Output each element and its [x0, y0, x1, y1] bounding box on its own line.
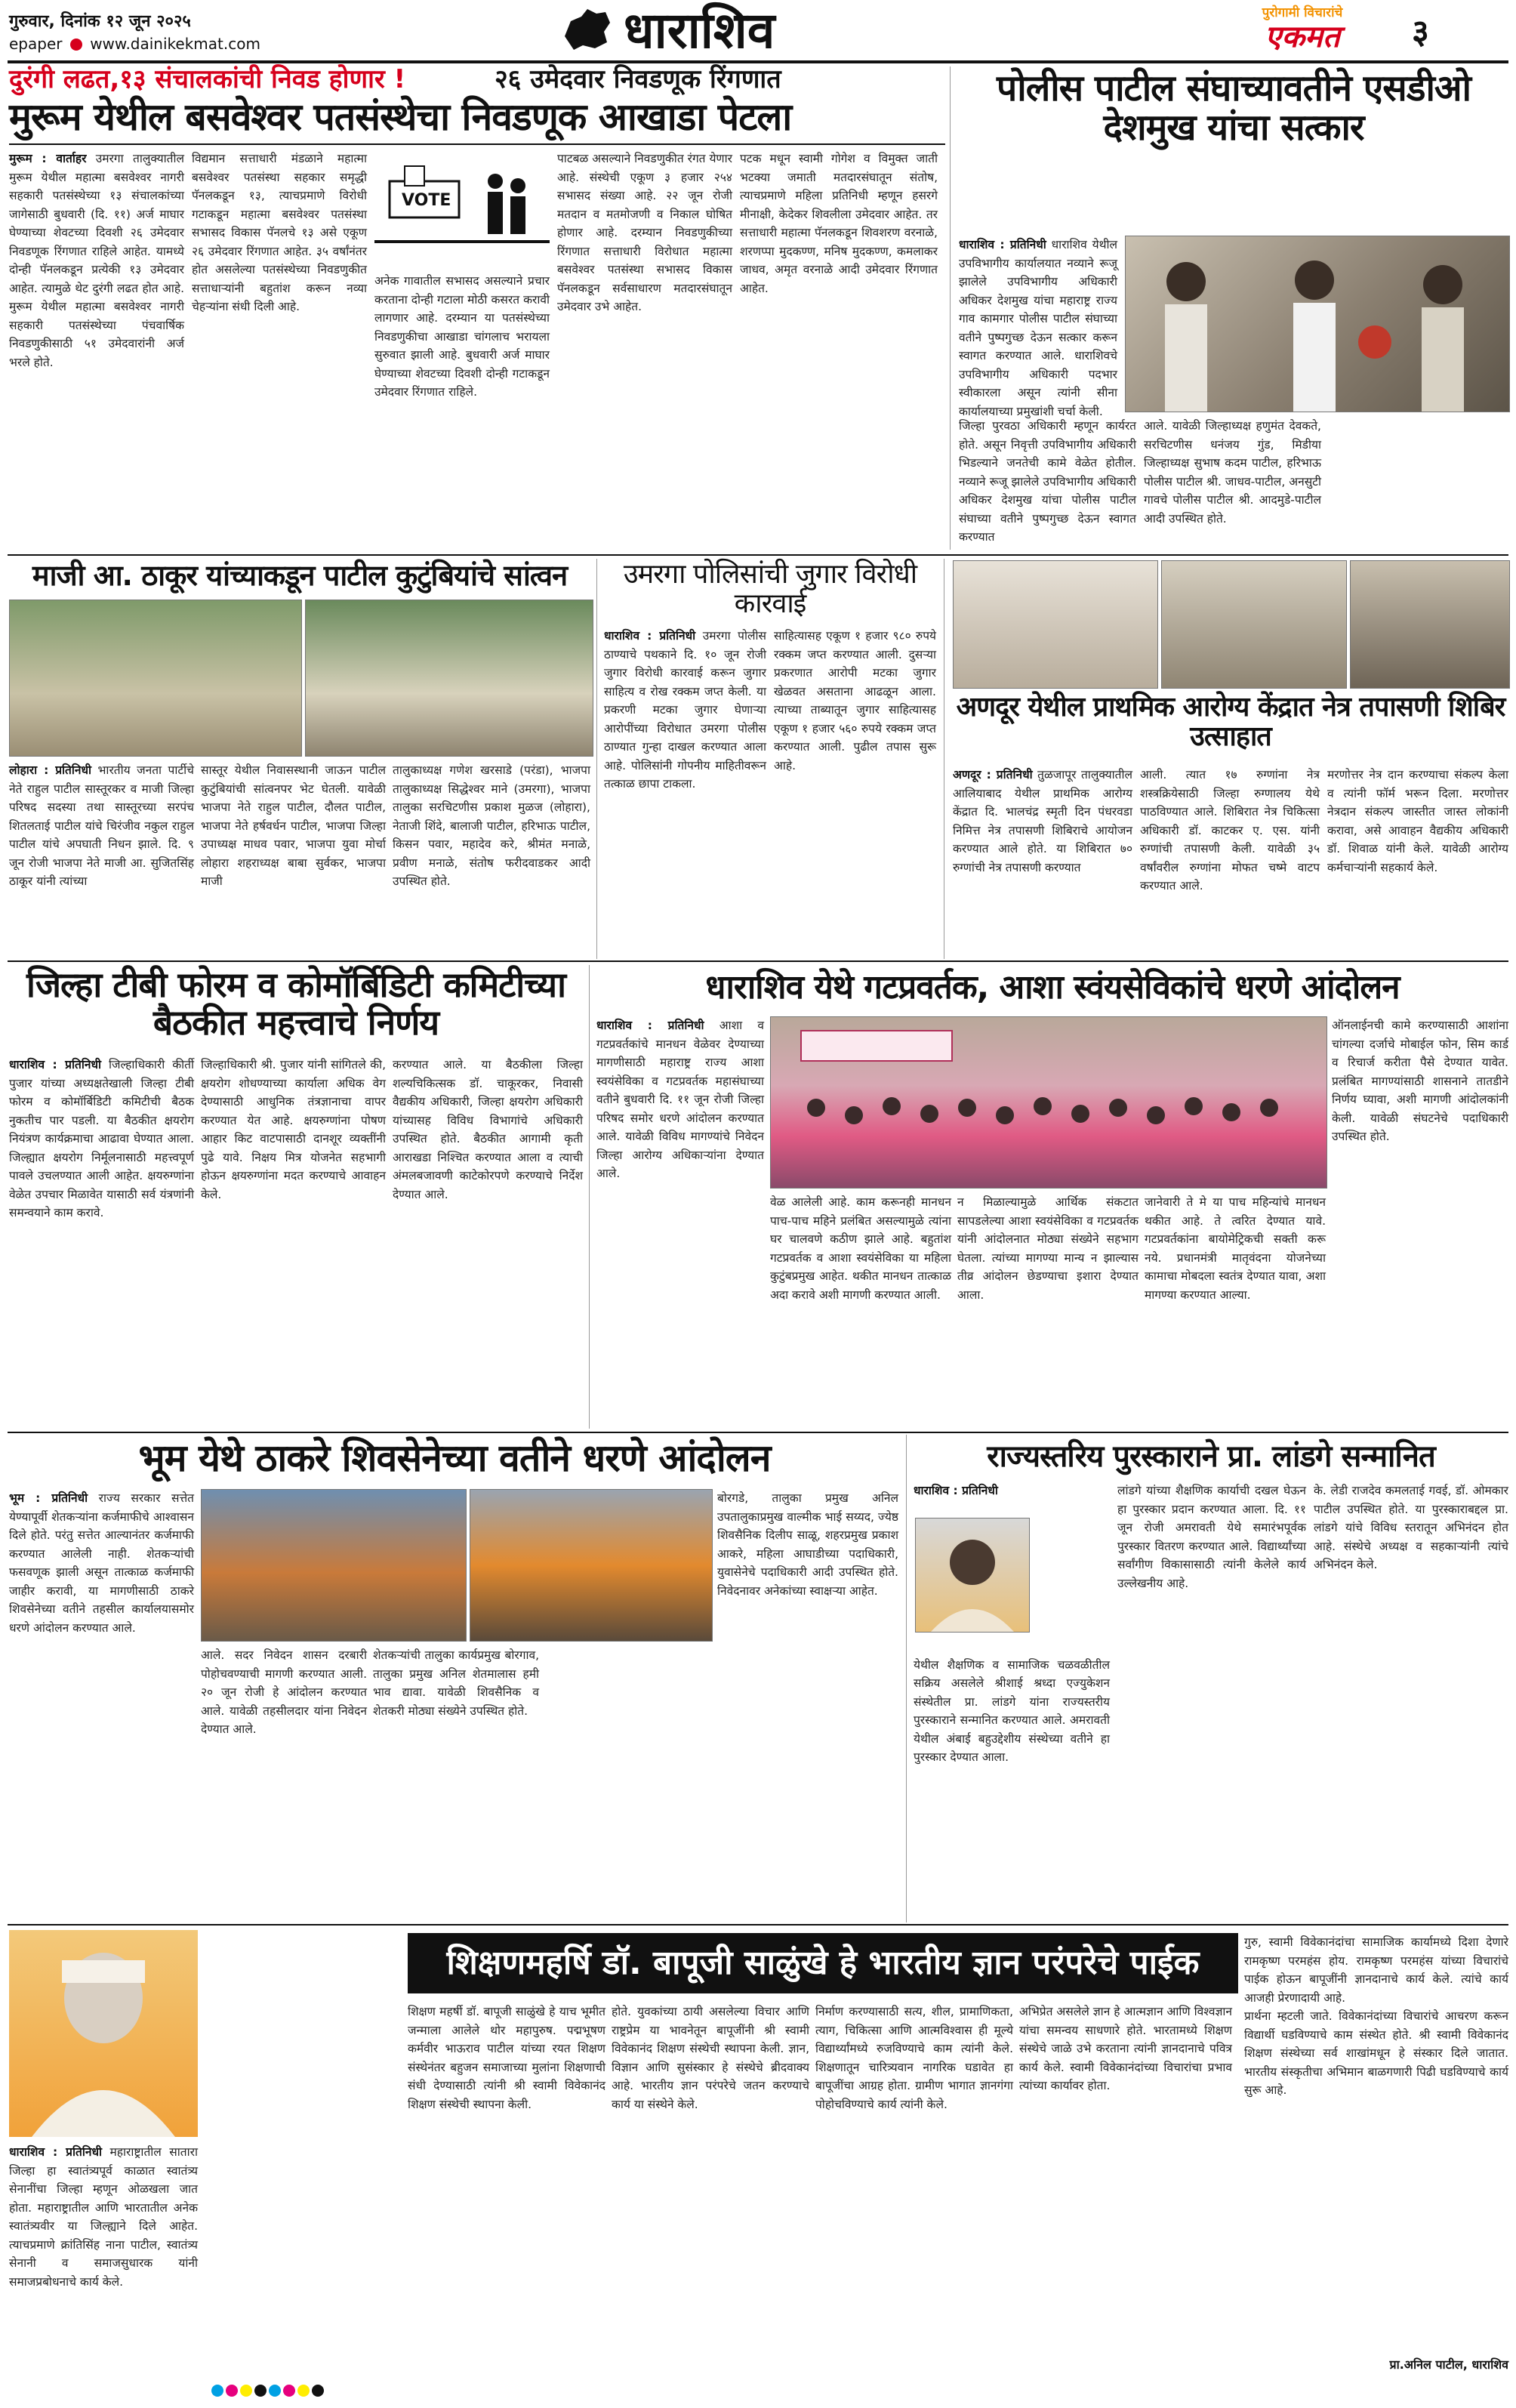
- thakur-col-3: तालुकाध्यक्ष गणेश खरसाडे (परंडा), भाजपा तालुकाध्यक्ष सिद्धेश्वर माने (उमरगा), भाजपा तालुका सरचिटणीस प्रकाश मुळज (लोहारा), नेताजी शिंदे, बालाजी पाटील, हरिभाऊ पाटील, किसन पवार, महादेव करे, श्रीमंत मनाळे, प्रवीण मनाळे, संतोष फरीदवाडकर आदी उपस्थित होते.: [393, 763, 590, 888]
- andur-col-2: आली. त्यात १७ रुग्णांना नेत्र शस्त्रक्रियेसाठी जिल्हा रुग्णालय येथे पाठविण्यात आले. शिबिरात नेत्र चिकित्सा अधिकारी डॉ. काटकर ए. एस. यांनी रुग्णांची तपासणी केली. यावेळी ३५ वर्षांवरील रुग्णांना मोफत चष्मे वाटप करण्यात आले.: [1140, 768, 1320, 893]
- thakur-headline: माजी आ. ठाकूर यांच्याकडून पाटील कुटुंबियांचे सांत्वन: [32, 559, 568, 592]
- police-col-1: [959, 236, 1117, 418]
- salunkhe-headline-band: [408, 1933, 1238, 1993]
- police-text-1: धाराशिव येथील उपविभागीय कार्यालयात नव्याने रूजू झालेले उपविभागीय अधिकारी अधिकर देशमुख यांचा महाराष्ट्र राज्य गाव कामगार पोलीस पाटील संघाच्या वतीने पुष्पगुच्छ देऊन सत्कार करून स्वागत करण्यात आले. धाराशिवचे उपविभागीय अधिकारी पदभार स्वीकारला असून त्यांनी सीना कार्यालयाच्या प्रमुखांशी चर्चा केली.: [959, 238, 1117, 418]
- andur-text-1: तुळजापूर तालुक्यातील आलियाबाद येथील प्राथमिक आरोग्य केंद्रात दि. भालचंद्र स्मृती दिन पंधरवडा निमित्त नेत्र तपासणी शिबिराचे आयोजन करण्यात आले होते. या शिबिरात ७० रुग्णांची नेत्र तपासणी करण्यात: [953, 768, 1132, 874]
- felicitation-photo: [1125, 236, 1510, 412]
- tb-col-2: जिल्हाधिकारी श्री. पुजार यांनी सांगितले की, क्षयरोग शोधण्याच्या कार्याला अधिक वेग देण्यासाठी आधुनिक तंत्रज्ञानाचा वापर करण्यात येत आहे. क्षयरुग्णांना पोषण आहार किट वाटपासाठी दानशूर व्यक्तींनी पुढे यावे. निक्षय मित्र योजनेत सहभागी होऊन क्षयरुग्णांना मदत करण्याचे आवाहन केले.: [201, 1058, 386, 1201]
- andur-headline: अणदूर येथील प्राथमिक आरोग्य केंद्रात नेत्र तपासणी शिबिर उत्साहात: [956, 692, 1505, 752]
- registration-dot: [269, 2385, 281, 2397]
- epaper-link[interactable]: [9, 35, 260, 53]
- bapuji-portrait: [9, 1930, 198, 2137]
- registration-dot: [312, 2385, 324, 2397]
- voting-illustration: [374, 151, 550, 264]
- salunkhe-col-6: [1244, 1933, 1508, 2356]
- police-headline: पोलीस पाटील संघाच्यावतीने एसडीओ देशमुख यांचा सत्कार: [997, 67, 1471, 149]
- brand-tagline: पुरोगामी विचारांचे: [1262, 5, 1343, 20]
- andur-col-3: मरणोत्तर नेत्र दान करण्याचा संकल्प केला व त्यांनी फॉर्म भरून दिला. मरणोत्तर नेत्रदान संकल्प जास्तीत जास्त लोकांनी करावा, असे आवाहन वैद्यकीय अधिकारी डॉ. शिवाळ यांनी केले. यावेळी आरोग्य कर्मचाऱ्यांनी सहकार्य केले.: [1327, 768, 1508, 874]
- bhoom-col-1: [9, 1489, 194, 1919]
- landge-col-2: लांडगे यांच्या शैक्षणिक कार्याची दखल घेऊन हा पुरस्कार प्रदान करण्यात आला. दि. ११ जून रोजी अमरावती येथे समारंभपूर्वक पुरस्कार वितरण करण्यात आले. विद्यार्थ्यांच्या सर्वांगीण विकासासाठी त्यांनी केलेले कार्य उल्लेखनीय आहे.: [1117, 1484, 1306, 1590]
- murum-kicker-red: दुरंगी लढत,१३ संचालकांची निवड होणार !: [9, 64, 406, 94]
- thakur-byline: लोहारा : प्रतिनिधी: [9, 763, 92, 777]
- registration-dots: [211, 2385, 326, 2400]
- jugar-headline: उमरगा पोलिसांची जुगार विरोधी कारवाई: [623, 559, 917, 619]
- svg-text:VOTE: VOTE: [402, 191, 451, 210]
- jugar-text-1: उमरगा पोलीस ठाण्याचे पथकाने दि. १० जून रोजी जुगार विरोधी कारवाई करून जुगार साहित्य व रोख रक्कम जप्त केली. या प्रकरणी मटका जुगार घेणाऱ्या आरोपींच्या विरोधात उमरगा पोलीस ठाण्यात गुन्हा दाखल करण्यात आला आहे. पोलिसांनी गोपनीय माहितीवरून तत्काळ छापा टाकला.: [604, 629, 766, 791]
- murum-byline: मुरूम : वार्ताहर: [9, 152, 87, 165]
- asha-byline: धाराशिव : प्रतिनिधी: [596, 1019, 704, 1032]
- bhoom-photo-1: [201, 1489, 467, 1642]
- salunkhe-text-6: गुरु, स्वामी विवेकानंदांचा सामाजिक कार्यामध्ये दिशा देणारे रामकृष्ण परमहंस होय. रामकृष्ण परमहंस यांच्या विचारांचे पाईक होऊन बापूजींनी ज्ञानदानाचे कार्य केले. त्यांचे कार्य आजही प्रेरणादायी आहे.: [1244, 1935, 1508, 2005]
- tb-col-1: [9, 1056, 194, 1427]
- registration-dot: [226, 2385, 238, 2397]
- page-number: ३: [1412, 13, 1429, 51]
- salunkhe-col-1: [9, 2143, 198, 2369]
- andur-col-1: [953, 766, 1132, 956]
- bhoom-headline: भूम येथे ठाकरे शिवसेनेच्या वतीने धरणे आंदोलन: [138, 1436, 771, 1480]
- murum-col-1: [9, 150, 184, 542]
- asha-col-2: वेळ आलेली आहे. काम करूनही मानधन पाच-पाच महिने प्रलंबित असल्यामुळे त्यांना घर चालवणे कठीण झाले आहे. बहुतांश गटप्रवर्तक व आशा स्वयंसेविका या महिला कुटुंबप्रमुख आहेत. थकीत मानधन तात्काळ अदा करावे अशी मागणी करण्यात आली.: [770, 1195, 951, 1302]
- thakur-text-1: भारतीय जनता पार्टीचे नेते राहुल पाटील सास्तूरकर व माजी जिल्हा परिषद सदस्या तथा सास्तूरच्या सरपंच शितलताई पाटील यांचे चिरंजीव नकुल राहुल पाटील यांचे अपघाती निधन झाले. दि. ९ जून रोजी भाजपा नेते माजी आ. सुजितसिंह ठाकूर यांनी त्यांच्या: [9, 763, 195, 888]
- bhoom-col-4: बोरगडे, तालुका प्रमुख अनिल उपतालुकाप्रमुख वाल्मीक भाई सय्यद, ज्येष्ठ शिवसैनिक दिलीप साळू, शहरप्रमुख प्रकाश आकरे, महिला आघाडीच्या पदाधिकारी, युवासेनेचे पदाधिकारी आदी उपस्थित होते. निवेदनावर अनेकांच्या स्वाक्षऱ्या आहेत.: [717, 1491, 898, 1598]
- brand-logo: [1216, 3, 1389, 54]
- police-col-3: आले. यावेळी जिल्हाध्यक्ष हणुमंत देवकते, सरचिटणीस धनंजय गुंड, मिडीया जिल्हाध्यक्ष सुभाष कदम पाटील, हरिभाऊ पोलीस पाटील श्री. जाधव-पाटील, अनसुटी गावचे पोलीस पाटील श्री. आदमुडे-पाटील आदी उपस्थित होते.: [1144, 419, 1321, 526]
- salunkhe-col-2: शिक्षण महर्षी डॉ. बापूजी साळुंखे हे याच भूमीत जन्माला आलेले थोर महापुरुष. पद्मभूषण कर्मवीर भाऊराव पाटील यांच्या रयत शिक्षण संस्थेनंतर बहुजन समाजाच्या मुलांना शिक्षणाची संधी देण्यासाठी त्यांनी श्री स्वामी विवेकानंद शिक्षण संस्थेची स्थापना केली.: [408, 2005, 605, 2111]
- murum-col-3: अनेक गावातील सभासद असल्याने प्रचार करताना दोन्ही गटाला मोठी कसरत करावी लागणार आहे. दरम्यान या पतसंस्थेच्या निवडणुकीचा आखाडा चांगलाच भरायला सुरुवात झाली आहे. बुधवारी अर्ज माघार घेण्याच्या शेवटच्या दिवशी दोन्ही गटाकडून उमेदवार रिंगणात राहिले.: [374, 274, 550, 399]
- asha-protest-photo: [770, 1016, 1327, 1189]
- thakur-col-1: [9, 761, 194, 956]
- registration-dot: [211, 2385, 223, 2397]
- thakur-col-2: सास्तूर येथील निवासस्थानी जाऊन पाटील कुटुंबियांची सांत्वनपर भेट घेतली. यावेळी भाजपा नेते राहुल पाटील, दौलत पाटील, भाजपा नेते हर्षवर्धन पाटील, भाजपा जिल्हा उपाध्यक्ष माधव पवार, भाजपा युवा मोर्चा लोहारा शहराध्यक्ष बाबा सुर्वकर, भाजपा माजी: [201, 763, 386, 888]
- masthead-title: धाराशिव: [624, 2, 775, 60]
- jugar-col-2: साहित्यासह एकूण १ हजार ९८० रुपये रक्कम जप्त करण्यात आली. दुसऱ्या प्रकरणात आरोपी मटका जुगार खेळवत असताना आढळून आला. त्याच्या ताब्यातून जुगार साहित्यासह एकूण १ हजार ५६० रुपये रक्कम जप्त करण्यात आली. पुढील तपास सुरू आहे.: [774, 629, 936, 772]
- andur-byline: अणदूर : प्रतिनिधी: [953, 768, 1033, 782]
- thakur-photo-1: [9, 600, 302, 757]
- jugar-col-1: [604, 627, 766, 956]
- epaper-label: epaper: [9, 35, 63, 53]
- bhoom-col-3: शेतकऱ्यांची तालुका कार्यप्रमुख बोरगाव, तालुका प्रमुख अनिल शेतमालास हमी भाव द्यावा. यावेळी शिवसैनिक व शेतकरी मोठ्या संख्येने उपस्थित होते.: [373, 1648, 539, 1718]
- asha-text-1: आशा व गटप्रवर्तकांचे मानधन वेळेवर देण्याच्या मागणीसाठी महाराष्ट्र राज्य आशा स्वयंसेविका व गटप्रवर्तक महासंघाच्या वतीने बुधवारी दि. ११ जून रोजी जिल्हा परिषद समोर धरणे आंदोलन करण्यात आले. यावेळी विविध मागण्यांचे निवेदन जिल्हा आरोग्य अधिकाऱ्यांना देण्यात आले.: [596, 1019, 764, 1180]
- jugar-byline: धाराशिव : प्रतिनिधी: [604, 629, 696, 643]
- landge-headline: राज्यस्तरिय पुरस्काराने प्रा. लांडगे सन्मानित: [987, 1439, 1435, 1474]
- salunkhe-text-5: प्रार्थना म्हटली जाते. विवेकानंदांच्या विचारांचे आचरण करून विद्यार्थी घडविण्याचे काम संस्थेत होते. श्री स्वामी विवेकानंद शिक्षण संस्थेच्या सर्व शाखांमधून हे संस्कार दिले जातात. भारतीय संस्कृतीचा अभिमान बाळगणारी पिढी घडविण्याचे कार्य सुरू आहे.: [1244, 2009, 1508, 2097]
- andur-photo-1: [953, 560, 1158, 689]
- police-col-2: जिल्हा पुरवठा अधिकारी म्हणून कार्यरत होते. असून निवृत्ती उपविभागीय अधिकारी भिडल्याने जनतेची कामे वेळेत होतील. नव्याने रूजू झालेले उपविभागीय अधिकारी अधिकर देशमुख यांचा पोलीस पाटील संघाच्या वतीने पुष्पगुच्छ देऊन स्वागत करण्यात: [959, 419, 1136, 544]
- brand-name: एकमत: [1265, 20, 1340, 54]
- registration-dot: [283, 2385, 295, 2397]
- salunkhe-author: प्रा.अनिल पाटील, धाराशिव: [1389, 2357, 1508, 2372]
- salunkhe-col-5: अभिप्रेत असलेले ज्ञान हे आत्मज्ञान आणि विश्वज्ञान यांचा समन्वय साधणारे होते. भारतामध्ये शिक्षण संस्थेचे जाळे उभे करताना त्यांनी ज्ञानदानाचे पवित्र कार्य केले. स्वामी विवेकानंदांच्या विचारांचा प्रभाव त्यांच्या कार्यावर होता.: [1019, 2005, 1232, 2092]
- murum-col-2: विद्यमान सत्ताधारी मंडळाने महात्मा बसवेश्वर पतसंस्था सहकार समृद्धी पॅनलकडून १३, त्याचप्रमाणे विरोधी गटाकडून महात्मा बसवेश्वर पतसंस्था सभासद विकास पॅनलचे १३ असे एकूण २६ उमेदवार रिंगणात आहेत. ३५ वर्षांनंतर होत असलेल्या पतसंस्थेच्या निवडणुकीत सत्ताधाऱ्यांनी बहुतांश करून नव्या चेहऱ्यांना संधी दिली आहे.: [192, 152, 367, 313]
- issue-date: गुरुवार, दिनांक १२ जून २०२५: [9, 12, 191, 31]
- landge-byline: धाराशिव : प्रतिनिधी: [914, 1484, 998, 1497]
- tb-text-1: जिल्हाधिकारी कीर्ती पुजार यांच्या अध्यक्षतेखाली जिल्हा टीबी फोरम व कोमॉर्बिडिटी कमिटीची बैठक नुकतीच पार पडली. या बैठकीत क्षयरोग नियंत्रण कार्यक्रमाचा आढावा घेण्यात आला. जिल्ह्यात क्षयरोग निर्मूलनासाठी महत्त्वपूर्ण पावले उचलण्यात आली आहेत. क्षयरुग्णांना वेळेत उपचार मिळावेत यासाठी सर्व यंत्रणांनी समन्वयाने काम करावे.: [9, 1058, 194, 1219]
- website-url: www.dainikekmat.com: [90, 35, 260, 53]
- asha-col-3: न मिळाल्यामुळे आर्थिक संकटात सापडलेल्या आशा स्वयंसेविका व गटप्रवर्तक यांनी आंदोलनात मोठ्या संख्येने सहभाग घेतला. त्यांच्या मागण्या मान्य न झाल्यास तीव्र आंदोलन छेडण्याचा इशारा देण्यात आला.: [957, 1195, 1139, 1302]
- bhoom-photo-2: [470, 1489, 713, 1642]
- district-map-icon: [560, 6, 615, 54]
- tb-headline: जिल्हा टीबी फोरम व कोमॉर्बिडिटी कमिटीच्या बैठकीत महत्त्वाचे निर्णय: [26, 964, 565, 1043]
- bhoom-col-2: आले. सदर निवेदन शासन दरबारी पोहोचवण्याची मागणी करण्यात आली. २० जून रोजी हे आंदोलन करण्यात आले. यावेळी तहसीलदार यांना निवेदन देण्यात आले.: [201, 1648, 367, 1736]
- asha-headline: धाराशिव येथे गटप्रवर्तक, आशा स्वंयसेविकांचे धरणे आंदोलन: [705, 968, 1400, 1007]
- globe-icon: [70, 39, 82, 51]
- salunkhe-col-3: होते. युवकांच्या ठायी असलेल्या विचार आणि राष्ट्रप्रेम या भावनेतून बापूजींनी श्री स्वामी विवेकानंद शिक्षण संस्थेची स्थापना केली. ज्ञान, विज्ञान आणि सुसंस्कार हे संस्थेचे ब्रीदवाक्य आहे. भारतीय ज्ञान परंपरेचे जतन करण्याचे कार्य या संस्थेने केले.: [612, 2005, 809, 2111]
- murum-text-1: उमरगा तालुक्यातील मुरूम येथील महात्मा बसवेश्वर नागरी सहकारी पतसंस्थेच्या १३ संचालकांच्या जागेसाठी बुधवारी (दि. ११) अर्ज माघार घेण्याच्या शेवटच्या दिवशी २६ उमेदवार निवडणूक रिंगणात राहिले आहेत. यामध्ये दोन्ही पॅनलकडून प्रत्येकी १३ उमेदवार आहेत. त्यामुळे थेट दुरंगी लढत होत आहे. मुरूम येथील महात्मा बसवेश्वर नागरी सहकारी पतसंस्थेच्या पंचवार्षिक निवडणुकीसाठी ५१ उमेदवारांनी अर्ज भरले होते.: [9, 152, 184, 369]
- asha-col-5: ऑनलाईनची कामे करण्यासाठी आशांना चांगल्या दर्जाचे मोबाईल फोन, सिम कार्ड व रिचार्ज करीता पैसे देण्यात यावेत. प्रलंबित मागण्यांसाठी शासनाने तातडीने निर्णय घ्यावा, अशी मागणी आंदोलकांनी केली. यावेळी संघटनेचे पदाधिकारी उपस्थित होते.: [1332, 1019, 1508, 1143]
- bhoom-col-3b: [545, 1646, 711, 1919]
- police-byline: धाराशिव : प्रतिनिधी: [959, 238, 1046, 251]
- salunkhe-headline: शिक्षणमहर्षि डॉ. बापूजी साळुंखे हे भारतीय ज्ञान परंपरेचे पाईक: [446, 1944, 1200, 1982]
- registration-dot: [240, 2385, 252, 2397]
- asha-col-1b: [596, 1193, 764, 1427]
- salunkhe-col-4: निर्माण करण्यासाठी सत्य, शील, प्रामाणिकता, त्याग, चिकित्सा आणि आत्मविश्वास ही मूल्ये विद्यार्थ्यांमध्ये रुजविण्याचे काम त्यांनी केले. शिक्षणातून चारित्र्यवान नागरिक घडावेत हा बापूजींचा आग्रह होता. ग्रामीण भागात ज्ञानगंगा पोहोचविण्याचे कार्य त्यांनी केले.: [815, 2005, 1013, 2111]
- landge-text-1: येथील शैक्षणिक व सामाजिक चळवळीतील सक्रिय असलेले श्रीशाई श्रध्दा एज्युकेशन संस्थेतील प्रा. लांडगे यांना राज्यस्तरीय पुरस्काराने सन्मानित करण्यात आले. अमरावती येथील अंबाई बहुउद्देशीय संस्थेच्या वतीने हा पुरस्कार देण्यात आला.: [914, 1657, 1110, 1764]
- thakur-photo-2: [305, 600, 593, 757]
- registration-dot: [254, 2385, 267, 2397]
- bhoom-byline: भूम : प्रतिनिधी: [9, 1491, 88, 1505]
- murum-kicker: २६ उमेदवार निवडणूक रिंगणात: [495, 64, 781, 94]
- landge-col-1: [914, 1481, 1110, 1919]
- tb-byline: धाराशिव : प्रतिनिधी: [9, 1058, 101, 1071]
- salunkhe-text-1: महाराष्ट्रातील सातारा जिल्हा हा स्वातंत्र्यपूर्व काळात स्वातंत्र्य सेनानींचा जिल्हा म्हणून ओळखला जात होता. महाराष्ट्रातील आणि भारतातील अनेक स्वातंत्र्यवीर या जिल्ह्याने दिले आहेत. त्याचप्रमाणे क्रांतिसिंह नाना पाटील, स्वातंत्र्य सेनानी व समाजसुधारक यांनी समाजप्रबोधनाचे कार्य केले.: [9, 2145, 198, 2289]
- tb-col-3: करण्यात आले. या बैठकीला जिल्हा शल्यचिकित्सक डॉ. चाकूरकर, निवासी वैद्यकीय अधिकारी, जिल्हा क्षयरोग अधिकारी यांच्यासह विविध विभागांचे अधिकारी उपस्थित होते. बैठकीत आगामी कृती आराखडा निश्चित करण्यात आला व त्याची अंमलबजावणी काटेकोरपणे करण्याचे निर्देश देण्यात आले.: [393, 1058, 583, 1201]
- murum-col-4: पाटबळ असल्याने निवडणुकीत रंगत येणार आहे. संस्थेची एकूण ३ हजार २५४ सभासद संख्या आहे. २२ जून रोजी मतदान व मतमोजणी व निकाल घोषित होणार आहे. दरम्यान निवडणुकीच्या रिंगणात सत्ताधारी विरोधात महात्मा बसवेश्वर पतसंस्था सभासद विकास पॅनलकडून सर्वसाधारण मतदारसंघातून उमेदवार उभे आहेत.: [557, 152, 732, 313]
- asha-col-4: जानेवारी ते मे या पाच महिन्यांचे मानधन थकीत आहे. ते त्वरित देण्यात यावे. गटप्रवर्तकांना बायोमेट्रिकची सक्ती करू नये. प्रधानमंत्री मातृवंदना योजनेच्या कामाचा मोबदला स्वतंत्र देण्यात यावा, अशा मागण्या करण्यात आल्या.: [1145, 1195, 1326, 1302]
- asha-col-1: [596, 1016, 764, 1187]
- landge-col-3: के. लेडी राजदेव कमलताई गवई, डॉ. ओमकार पाटील उपस्थित होते. या पुरस्काराबद्दल प्रा. लांडगे यांचे विविध स्तरातून अभिनंदन होत आहे. संस्थेचे अध्यक्ष व सहकाऱ्यांनी त्यांचे अभिनंदन केले.: [1314, 1484, 1508, 1571]
- murum-headline: मुरूम येथील बसवेश्वर पतसंस्थेचा निवडणूक आखाडा पेटला: [9, 95, 792, 139]
- murum-col-5: पटक मधून स्वामी गोगेश व विमुक्त जाती भटक्या जमाती मतदारसंघातून संतोष, त्याचप्रमाणे महिला प्रतिनिधी म्हणून हसरगे मीनाक्षी, केदेकर शिवलीला उमेदवार आहेत. तर सत्ताधारी महात्मा पॅनलकडून शिवशरण वरनाळे, शरणप्पा मुदकण्ण, मनिष मुदकण्ण, कमलाकर जाधव, अमृत वरनाळे आदी उमेदवार रिंगणात आहेत.: [740, 152, 938, 295]
- bhoom-text-1: राज्य सरकार सत्तेत येण्यापूर्वी शेतकऱ्यांना कर्जमाफीचे आश्वासन दिले होते. परंतु सत्तेत आल्यानंतर कर्जमाफी करण्यात आलेली नाही. शेतकऱ्यांची फसवणूक झाली असून तात्काळ कर्जमाफी जाहीर करावी, या मागणीसाठी ठाकरे शिवसेनेच्या वतीने तहसील कार्यालयासमोर धरणे आंदोलन करण्यात आले.: [9, 1491, 194, 1635]
- salunkhe-col-0: [201, 1930, 400, 2368]
- andur-photo-2: [1161, 560, 1347, 689]
- registration-dot: [297, 2385, 310, 2397]
- andur-photo-3: [1350, 560, 1510, 689]
- salunkhe-byline: धाराशिव : प्रतिनिधी: [9, 2145, 103, 2159]
